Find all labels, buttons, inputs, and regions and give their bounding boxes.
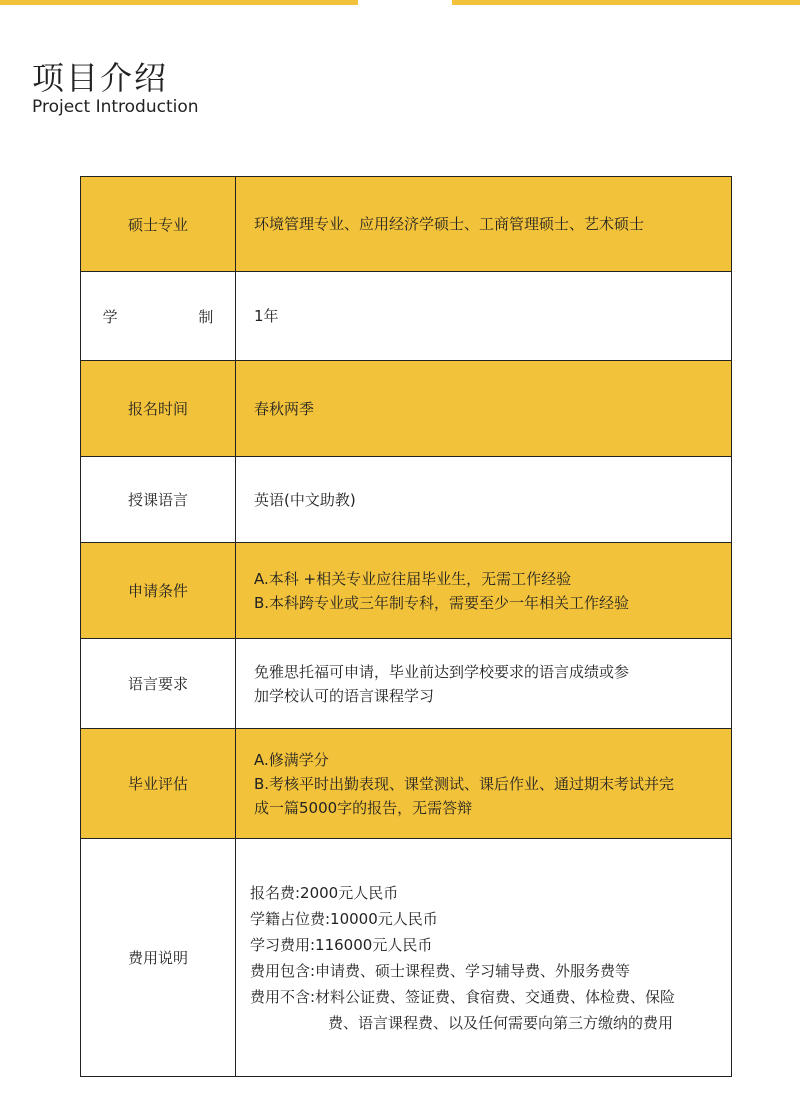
page-title: 项目介绍 (32, 59, 169, 97)
table-row-fees (81, 839, 731, 1077)
row-label: 报名时间 (81, 361, 236, 456)
row-value (236, 361, 731, 456)
value-line: B.本科跨专业或三年制专科，需要至少一年相关工作经验 (254, 593, 630, 612)
value-line: A.修满学分 (254, 750, 329, 769)
fee-line: 报名费:2000元人民币 (250, 883, 399, 902)
row-label: 语言要求 (81, 639, 236, 728)
table-row-requirements (81, 543, 731, 639)
value-line: 春秋两季 (254, 399, 315, 418)
row-label (81, 272, 252, 360)
value-line: 加学校认可的语言课程学习 (254, 686, 435, 705)
row-label: 费用说明 (81, 839, 236, 1076)
fee-line: 费用不含:材料公证费、签证费、食宿费、交通费、体检费、保险 (250, 987, 676, 1006)
value-line: 成一篇5000字的报告，无需答辩 (254, 798, 473, 817)
row-value (236, 639, 731, 728)
table-row-duration (81, 272, 731, 361)
row-label: 毕业评估 (81, 729, 236, 838)
fee-line: 费、语言课程费、以及任何需要向第三方缴纳的费用 (328, 1013, 674, 1032)
value-line: 免雅思托福可申请，毕业前达到学校要求的语言成绩或参 (254, 662, 630, 681)
row-label-text: 学 制 (102, 307, 252, 326)
fee-line: 费用包含:申请费、硕士课程费、学习辅导费、外服务费等 (250, 961, 631, 980)
row-value (236, 272, 731, 360)
top-accent-bar-right (452, 0, 800, 5)
table-row-teaching-language (81, 457, 731, 543)
fee-line: 学习费用:116000元人民币 (250, 935, 433, 954)
table-row-graduation-assessment (81, 729, 731, 839)
value-line: A.本科 +相关专业应往届毕业生，无需工作经验 (254, 569, 572, 588)
row-value (236, 729, 731, 838)
row-value (236, 177, 731, 271)
row-label: 申请条件 (81, 543, 236, 638)
top-accent-bar-left (0, 0, 358, 5)
row-value (236, 543, 731, 638)
value-line: B.考核平时出勤表现、课堂测试、课后作业、通过期末考试并完 (254, 774, 675, 793)
row-label: 授课语言 (81, 457, 236, 542)
project-info-table (80, 176, 732, 1077)
value-line: 环境管理专业、应用经济学硕士、工商管理硕士、艺术硕士 (254, 215, 645, 233)
table-row-enrollment-time (81, 361, 731, 457)
value-line: 1年 (254, 307, 279, 325)
page-subtitle: Project Introduction (32, 97, 199, 117)
row-value (236, 839, 731, 1076)
fee-line: 学籍占位费:10000元人民币 (250, 909, 438, 928)
table-row-language-requirement (81, 639, 731, 729)
row-value (236, 457, 731, 542)
table-row-degree-majors (81, 177, 731, 272)
row-label: 硕士专业 (81, 177, 236, 271)
value-line: 英语(中文助教) (254, 490, 356, 509)
